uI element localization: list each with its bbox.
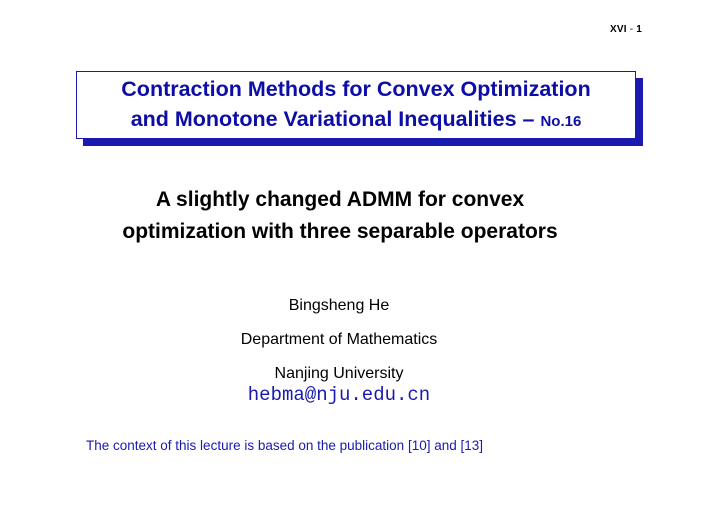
author-email: hebma@nju.edu.cn: [247, 384, 431, 406]
page-number-separator: -: [626, 24, 637, 35]
title-box: [76, 71, 636, 139]
title-line-1: Contraction Methods for Convex Optimization: [121, 76, 591, 101]
subtitle-line-2: optimization with three separable operators: [122, 220, 558, 243]
page-number-value: 1: [636, 24, 642, 35]
author-block: [174, 296, 504, 406]
author-university: Nanjing University: [274, 365, 404, 382]
lecture-number: No.16: [540, 112, 582, 130]
title-banner: [76, 71, 636, 139]
page-number: [610, 24, 642, 35]
context-note: The context of this lecture is based on the publication [10] and [13]: [86, 438, 484, 453]
author-department: Department of Mathematics: [240, 331, 438, 348]
title-line-2-main: and Monotone Variational Inequalities –: [130, 106, 541, 131]
title-line-2: [131, 104, 582, 137]
subtitle-line-1: A slightly changed ADMM for convex: [155, 188, 525, 211]
lecture-subtitle: [60, 184, 620, 248]
page-number-roman: XVI: [610, 24, 627, 35]
author-name: Bingsheng He: [288, 297, 390, 314]
